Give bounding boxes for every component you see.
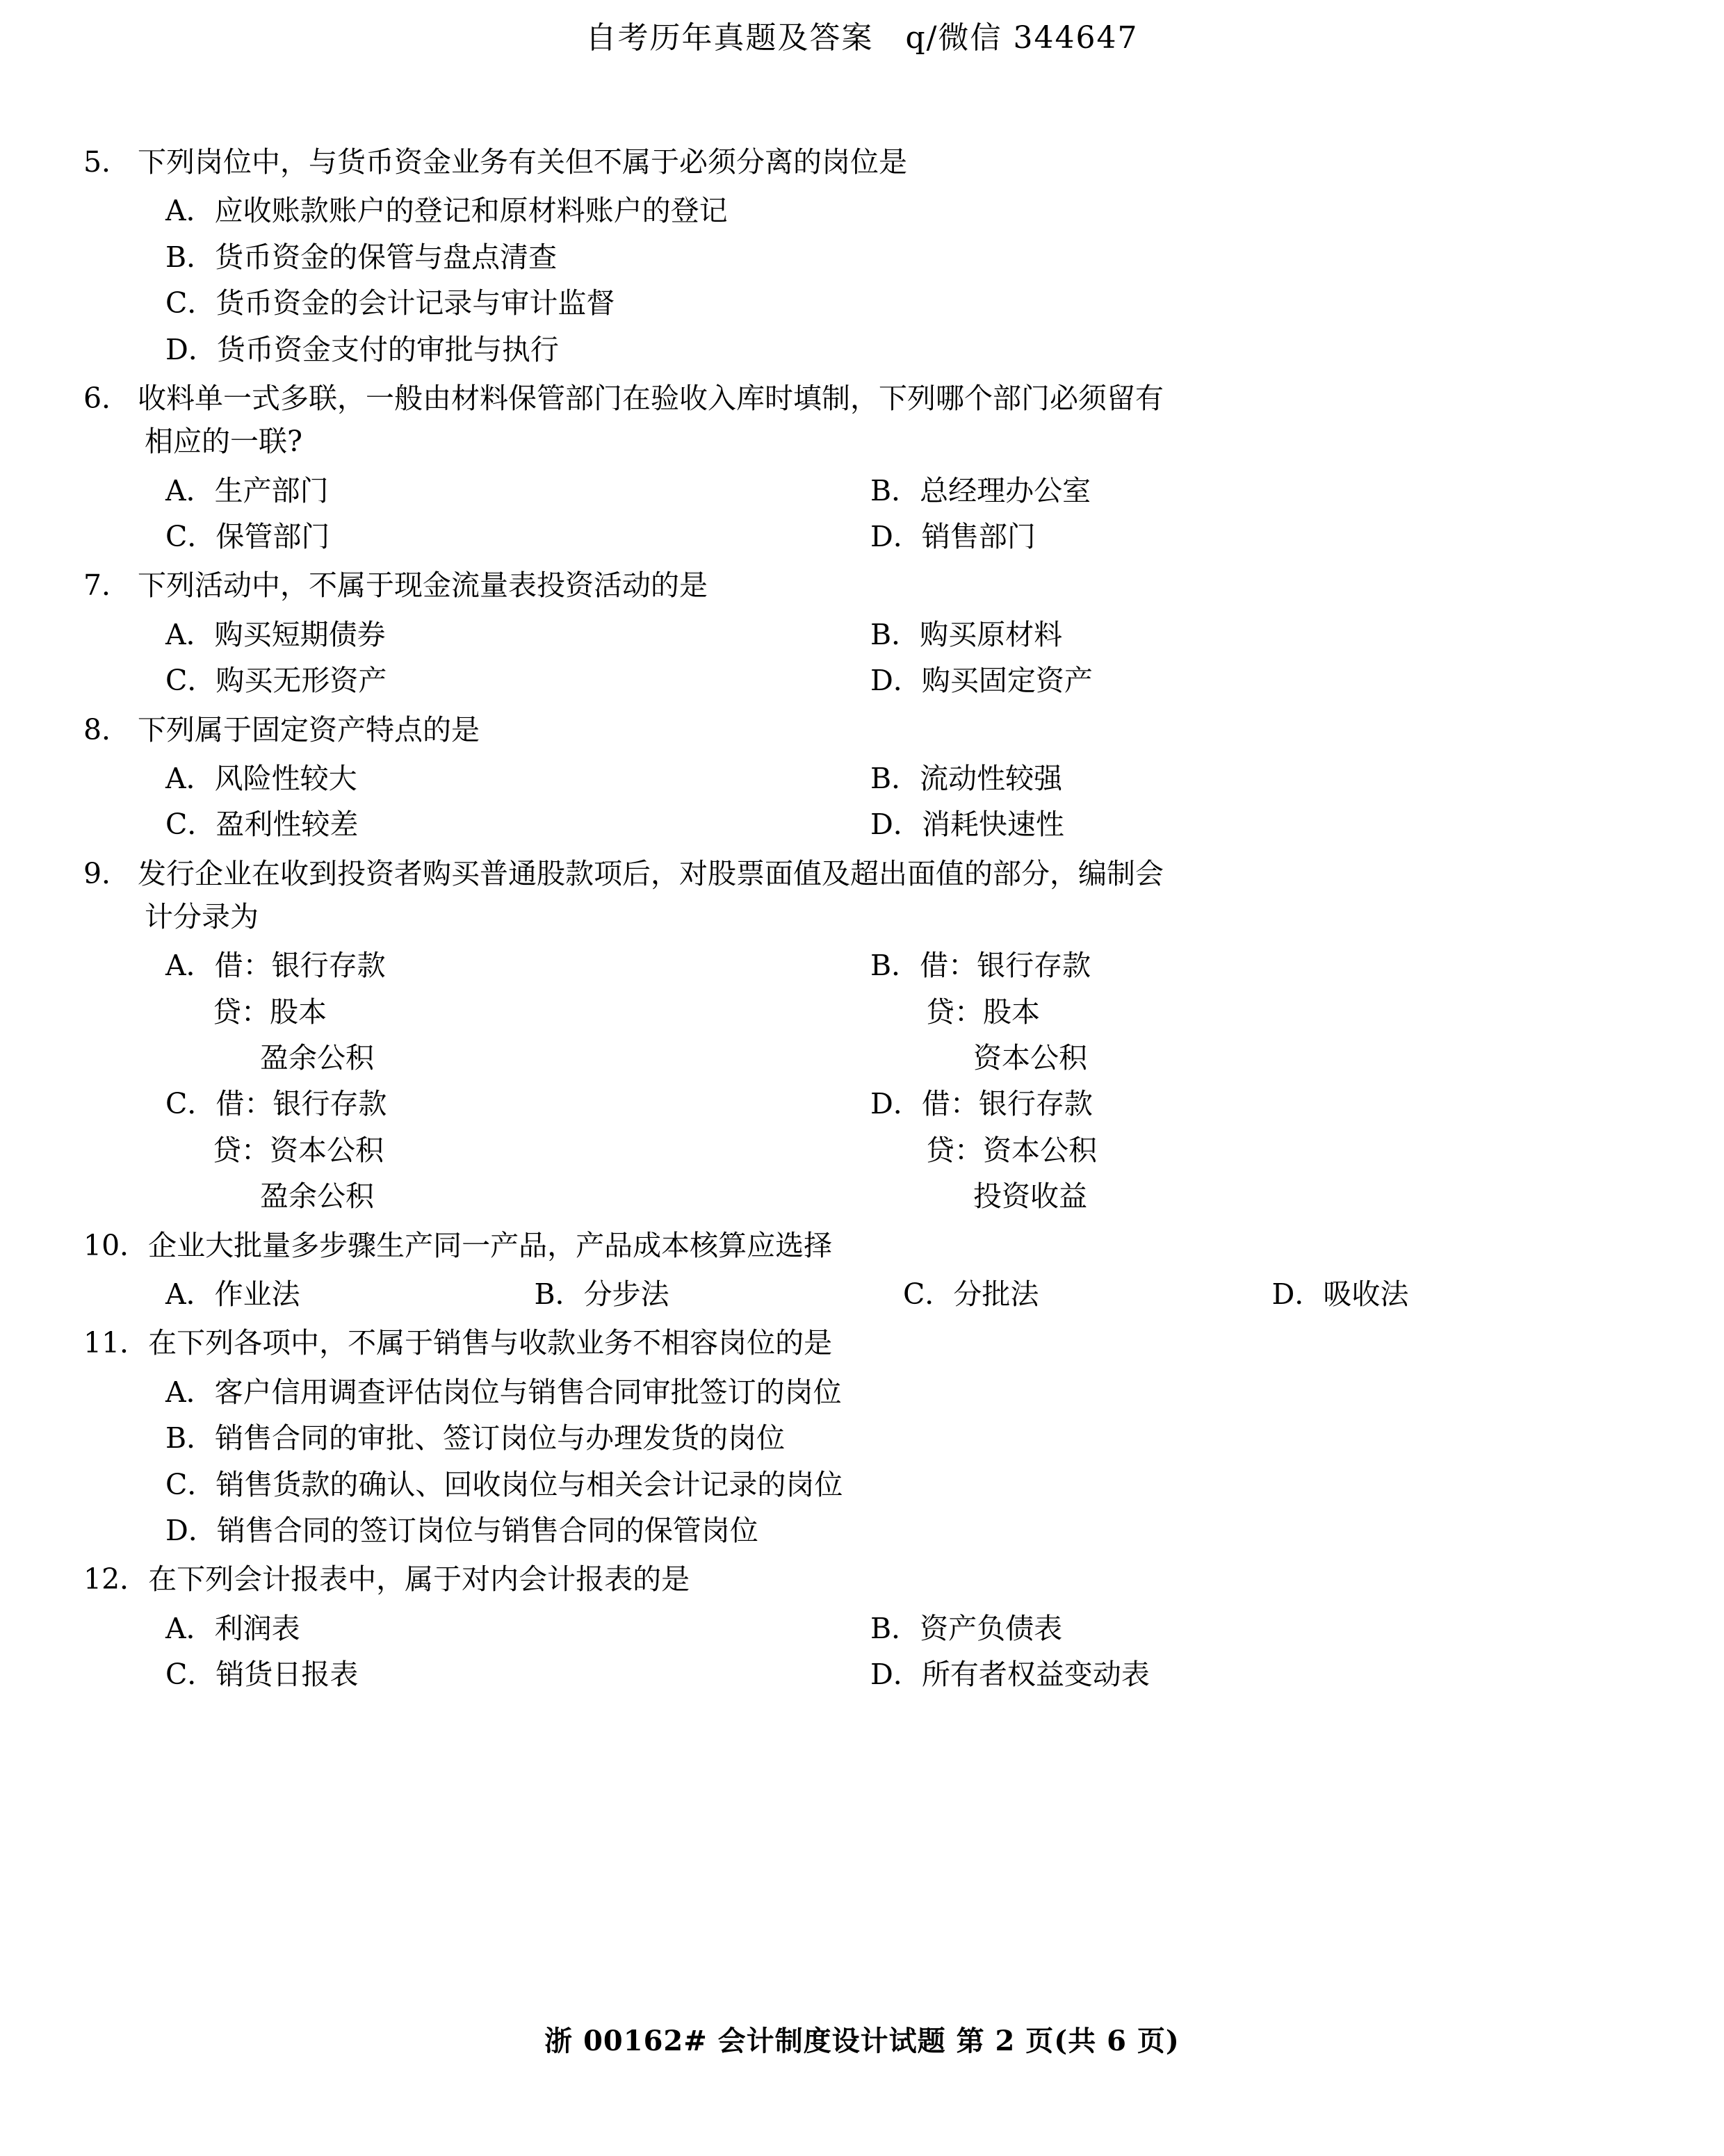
option-text: 销售部门 (921, 519, 1036, 553)
option-label: D． (165, 1513, 217, 1547)
option-row (83, 280, 1641, 326)
options-list (83, 1271, 1641, 1317)
page-footer: 浙 00162# 会计制度设计试题 第 2 页(共 6 页) (544, 2025, 1180, 2057)
header-contact: q/微信 344647 (905, 20, 1139, 56)
option-a[interactable] (165, 1271, 535, 1317)
question-number: 11． (83, 1326, 149, 1360)
option-b[interactable] (862, 756, 1641, 801)
option-b[interactable] (862, 1606, 1641, 1651)
journal-line: 贷：股本 (926, 995, 1040, 1029)
option-label: A． (165, 1611, 215, 1645)
option-text: 分批法 (953, 1277, 1039, 1311)
option-row (83, 188, 1641, 234)
question-9 (83, 852, 1641, 1220)
option-row (83, 756, 1641, 801)
option-b[interactable] (83, 1415, 1641, 1461)
question-stem (83, 1321, 1641, 1364)
question-text: 企业大批量多步骤生产同一产品，产品成本核算应选择 (148, 1228, 833, 1262)
option-a[interactable] (83, 188, 1641, 234)
journal-line: 贷：股本 (213, 995, 327, 1029)
option-c[interactable] (83, 1651, 862, 1697)
option-b[interactable] (862, 468, 1641, 514)
question-number: 6． (83, 381, 131, 415)
option-text: 购买短期债券 (214, 617, 386, 651)
question-text: 下列活动中，不属于现金流量表投资活动的是 (138, 569, 708, 603)
option-a[interactable] (83, 1369, 1641, 1415)
question-number: 8． (83, 712, 131, 746)
option-text: 利润表 (214, 1611, 300, 1645)
question-text: 在下列会计报表中，属于对内会计报表的是 (148, 1562, 690, 1596)
journal-line: 盈余公积 (260, 1179, 374, 1214)
journal-row (83, 942, 1641, 988)
option-label: B． (165, 1421, 216, 1455)
option-label: D． (870, 1658, 922, 1692)
option-a[interactable] (83, 942, 862, 988)
option-text: 应收账款账户的登记和原材料账户的登记 (214, 194, 728, 228)
question-number: 5． (83, 145, 131, 179)
option-c[interactable] (903, 1271, 1272, 1317)
option-row (83, 1369, 1641, 1415)
options-list (83, 1606, 1641, 1698)
option-text: 盈利性较差 (216, 808, 359, 842)
option-label: B． (534, 1277, 584, 1311)
option-row (83, 1508, 1641, 1553)
option-row (83, 1606, 1641, 1651)
option-row (83, 514, 1641, 560)
option-row (83, 658, 1641, 703)
option-text: 销售合同的审批、签订岗位与办理发货的岗位 (215, 1421, 786, 1455)
option-label: B． (870, 1611, 920, 1645)
option-text: 购买原材料 (920, 617, 1063, 651)
option-label: B． (870, 761, 920, 795)
option-label: D． (870, 1087, 922, 1121)
question-text: 收料单一式多联，一般由材料保管部门在验收入库时填制，下列哪个部门必须留有 (138, 381, 1164, 415)
option-text: 销售合同的签订岗位与销售合同的保管岗位 (216, 1513, 758, 1547)
option-d[interactable] (83, 1508, 1641, 1553)
option-label: C． (165, 664, 216, 698)
option-label: D． (870, 808, 922, 842)
option-row (83, 468, 1641, 514)
option-text: 货币资金支付的审批与执行 (216, 332, 559, 366)
journal-row (83, 1173, 1641, 1219)
question-stem (83, 852, 1641, 895)
journal-credit-line (862, 1035, 1641, 1081)
question-stem (83, 377, 1641, 420)
options-list (83, 756, 1641, 848)
journal-credit-line (83, 1127, 862, 1173)
options-list (83, 468, 1641, 560)
journal-credit-line (83, 1173, 862, 1219)
journal-line: 投资收益 (973, 1179, 1087, 1214)
option-label: C． (165, 519, 216, 553)
options-list (83, 1369, 1641, 1554)
question-7 (83, 564, 1641, 703)
option-text: 所有者权益变动表 (921, 1658, 1150, 1692)
option-d[interactable] (1272, 1271, 1641, 1317)
option-text: 购买固定资产 (921, 664, 1093, 698)
journal-line: 贷：资本公积 (926, 1133, 1097, 1167)
option-label: D． (870, 664, 922, 698)
question-stem (83, 1224, 1641, 1267)
option-a[interactable] (83, 612, 862, 658)
question-stem (83, 140, 1641, 183)
question-text: 在下列各项中，不属于销售与收款业务不相容岗位的是 (148, 1326, 833, 1360)
question-8 (83, 708, 1641, 848)
option-label: C． (903, 1277, 954, 1311)
header-title: 自考历年真题及答案 (585, 20, 874, 56)
option-b[interactable] (83, 234, 1641, 280)
option-label: C． (165, 1467, 216, 1501)
journal-credit-line (862, 1173, 1641, 1219)
question-5 (83, 140, 1641, 373)
option-label: A． (165, 761, 215, 795)
questions-container (0, 140, 1724, 1697)
journal-line: 借：银行存款 (920, 949, 1091, 983)
option-label: C． (165, 808, 216, 842)
option-text: 保管部门 (216, 519, 330, 553)
option-label: B． (165, 240, 216, 274)
journal-line: 盈余公积 (260, 1041, 374, 1075)
option-text: 生产部门 (214, 473, 329, 507)
option-text: 风险性较大 (214, 761, 357, 795)
option-row (83, 234, 1641, 280)
option-d[interactable] (862, 801, 1641, 847)
option-label: D． (870, 519, 922, 553)
option-label: A． (165, 473, 215, 507)
option-text: 货币资金的保管与盘点清查 (215, 240, 558, 274)
option-c[interactable] (83, 1081, 862, 1127)
option-label: A． (165, 949, 215, 983)
question-stem (83, 564, 1641, 607)
question-text: 下列属于固定资产特点的是 (138, 712, 480, 746)
option-row (83, 1462, 1641, 1508)
question-10 (83, 1224, 1641, 1318)
question-stem (83, 708, 1641, 751)
options-list (83, 612, 1641, 704)
option-c[interactable] (83, 514, 862, 560)
option-label: A． (165, 194, 215, 228)
question-number: 7． (83, 569, 131, 603)
question-11 (83, 1321, 1641, 1553)
options-list (83, 188, 1641, 373)
option-row (83, 801, 1641, 847)
option-text: 销售货款的确认、回收岗位与相关会计记录的岗位 (216, 1467, 843, 1501)
question-12 (83, 1558, 1641, 1697)
option-b[interactable] (862, 612, 1641, 658)
option-d[interactable] (83, 327, 1641, 373)
option-text: 总经理办公室 (920, 473, 1091, 507)
option-c[interactable] (83, 658, 862, 703)
option-text: 消耗快速性 (921, 808, 1064, 842)
option-a[interactable] (83, 468, 862, 514)
journal-row (83, 1081, 1641, 1127)
option-label: A． (165, 1375, 215, 1409)
option-text: 分步法 (583, 1277, 669, 1311)
option-d[interactable] (862, 1081, 1641, 1127)
journal-line: 资本公积 (973, 1041, 1087, 1075)
option-row (83, 1271, 1641, 1317)
question-number: 10． (83, 1228, 149, 1262)
question-text: 下列岗位中，与货币资金业务有关但不属于必须分离的岗位是 (138, 145, 907, 179)
option-text: 流动性较强 (920, 761, 1063, 795)
question-stem-continued: 相应的一联? (145, 425, 302, 459)
option-row (83, 1415, 1641, 1461)
option-label: C． (165, 1658, 216, 1692)
question-6 (83, 377, 1641, 560)
page-header (0, 0, 1724, 57)
journal-credit-line (862, 1127, 1641, 1173)
option-label: B． (870, 473, 920, 507)
option-label: A． (165, 617, 215, 651)
option-text: 货币资金的会计记录与审计监督 (216, 286, 615, 320)
journal-credit-line (83, 1035, 862, 1081)
option-c[interactable] (83, 280, 1641, 326)
option-text: 购买无形资产 (216, 664, 387, 698)
option-text: 作业法 (214, 1277, 300, 1311)
option-text: 客户信用调查评估岗位与销售合同审批签订的岗位 (214, 1375, 842, 1409)
question-stem-continued: 计分录为 (145, 899, 259, 933)
option-a[interactable] (83, 756, 862, 801)
option-row (83, 1651, 1641, 1697)
option-text: 销货日报表 (216, 1658, 359, 1692)
option-row (83, 612, 1641, 658)
option-b[interactable] (862, 942, 1641, 988)
option-text: 资产负债表 (920, 1611, 1063, 1645)
journal-line: 借：银行存款 (216, 1087, 387, 1121)
option-row (83, 327, 1641, 373)
option-d[interactable] (862, 1651, 1641, 1697)
option-label: D． (1271, 1277, 1324, 1311)
option-label: B． (870, 617, 920, 651)
option-label: B． (870, 949, 920, 983)
option-c[interactable] (83, 801, 862, 847)
option-d[interactable] (862, 514, 1641, 560)
journal-row (83, 989, 1641, 1035)
option-label: D． (165, 332, 217, 366)
journal-line: 贷：资本公积 (213, 1133, 384, 1167)
option-label: C． (165, 286, 216, 320)
option-label: A． (165, 1277, 215, 1311)
option-c[interactable] (83, 1462, 1641, 1508)
journal-line: 借：银行存款 (214, 949, 386, 983)
journal-credit-line (862, 989, 1641, 1035)
option-b[interactable] (535, 1271, 904, 1317)
journal-line: 借：银行存款 (921, 1087, 1093, 1121)
question-text: 发行企业在收到投资者购买普通股款项后，对股票面值及超出面值的部分，编制会 (138, 856, 1164, 890)
question-number: 12． (83, 1562, 149, 1596)
journal-row (83, 1035, 1641, 1081)
option-d[interactable] (862, 658, 1641, 703)
question-stem (83, 1558, 1641, 1601)
option-a[interactable] (83, 1606, 862, 1651)
journal-row (83, 1127, 1641, 1173)
journal-credit-line (83, 989, 862, 1035)
question-number: 9． (83, 856, 131, 890)
option-text: 吸收法 (1323, 1277, 1409, 1311)
option-label: C． (165, 1087, 216, 1121)
options-list (83, 942, 1641, 1219)
